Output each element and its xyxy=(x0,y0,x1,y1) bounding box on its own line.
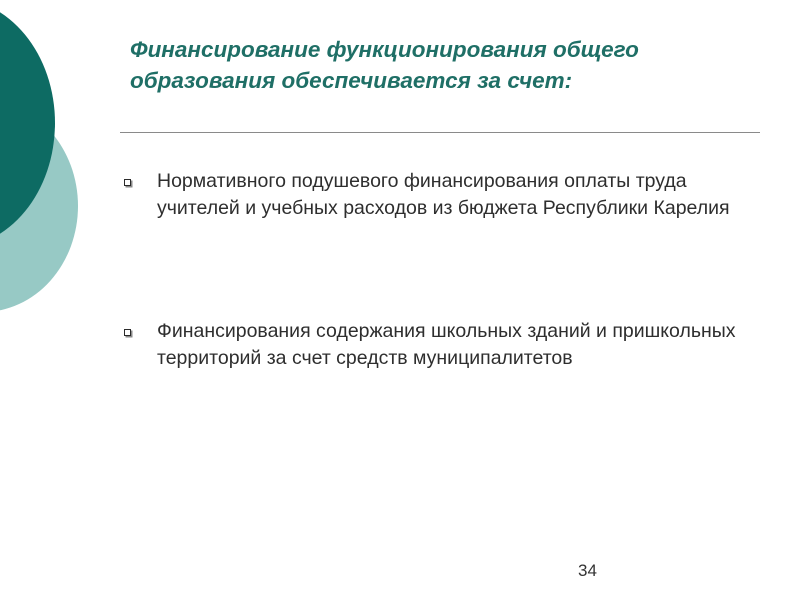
bullet-text: Финансирования содержания школьных зданий и пришкольных территорий за счет средств муниципалитетов xyxy=(157,320,736,369)
hollow-square-bullet-icon xyxy=(124,179,131,186)
bullet-text: Нормативного подушевого финансирования оплаты труда учителей и учебных расходов из бюджета Республики Карелия xyxy=(157,170,730,219)
slide-title: Финансирование функционирования общего образования обеспечивается за счет: xyxy=(130,37,639,93)
title-divider xyxy=(120,132,760,133)
hollow-square-bullet-icon xyxy=(124,329,131,336)
page-number: 34 xyxy=(578,561,597,580)
